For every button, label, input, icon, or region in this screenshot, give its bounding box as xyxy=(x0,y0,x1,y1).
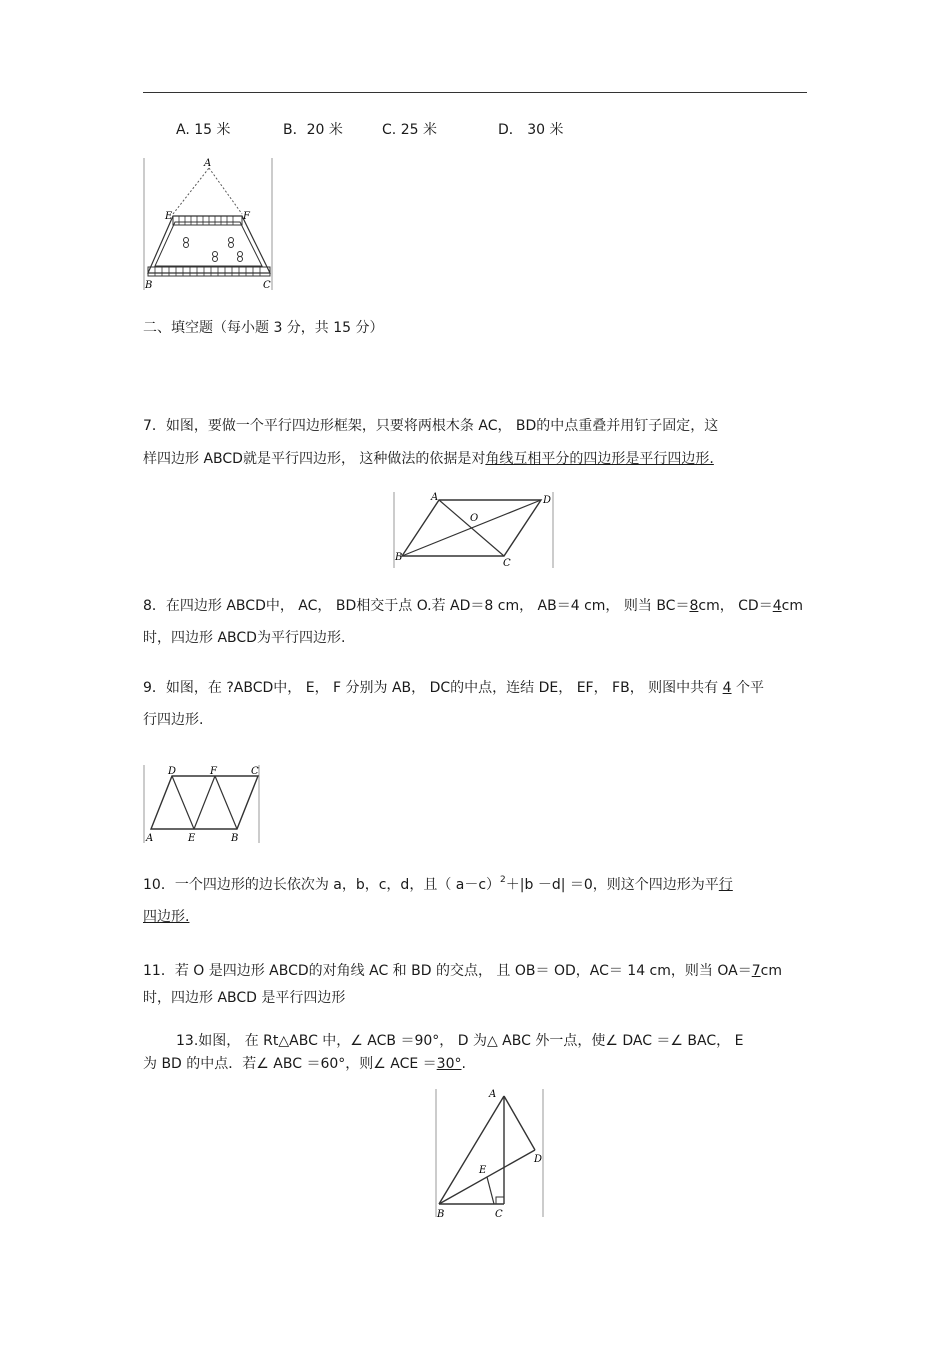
q8-line2: 时，四边形 ABCD为平行四边形. xyxy=(143,630,346,646)
figure-parallelogram-midpoints xyxy=(143,763,263,845)
q13-line1: 13.如图， 在 Rt△ABC 中，∠ ACB ＝90°， D 为△ ABC 外一点，使∠ DAC ＝∠ BAC， E xyxy=(176,1033,744,1049)
label-b: B xyxy=(437,1209,445,1220)
label-b: B xyxy=(231,833,239,844)
label-c: C xyxy=(251,766,259,777)
label-b: B xyxy=(395,552,403,563)
label-f: F xyxy=(243,211,250,222)
q10-line1: 10．一个四边形的边长依次为 a，b，c，d，且（ a－c）$^2$＋|b －d| ＝0，则这个四边形为平行 xyxy=(143,875,733,893)
label-a: A xyxy=(146,833,154,844)
section-heading: 二、填空题（每小题 3 分，共 15 分） xyxy=(143,320,384,336)
q8-answer-bc: 8 xyxy=(689,598,699,614)
label-e: E xyxy=(188,833,196,844)
q8-answer-cd: 4 xyxy=(772,598,782,614)
label-a: A xyxy=(431,492,439,503)
label-c: C xyxy=(495,1209,503,1220)
q9-line2: 行四边形. xyxy=(143,712,204,728)
q13-line2: 为 BD 的中点．若∠ ABC ＝60°，则∠ ACE ＝30°. xyxy=(143,1056,466,1072)
q11-line2: 时，四边形 ABCD 是平行四边形 xyxy=(143,990,346,1006)
q10-line2 xyxy=(143,906,189,926)
q11-answer: 7 xyxy=(751,963,761,979)
label-o: O xyxy=(470,513,479,524)
q9-answer: 4 xyxy=(722,680,732,696)
q13-answer: 30° xyxy=(436,1056,462,1072)
label-d: D xyxy=(543,495,552,506)
option-a: A. 15 米 xyxy=(176,122,231,138)
q11-line1: 11．若 O 是四边形 ABCD的对角线 AC 和 BD 的交点， 且 OB＝ OD，AC＝ 14 cm，则当 OA＝7cm xyxy=(143,963,782,979)
q7-answer: 角线互相平分的四边形是平行四边形. xyxy=(485,451,714,467)
label-c: C xyxy=(503,558,511,569)
option-d: D． 30 米 xyxy=(498,122,564,138)
q9-line1: 9．如图，在 ?ABCD中， E， F 分别为 AB， DC的中点，连结 DE， EF， FB， 则图中共有 4 个平 xyxy=(143,680,764,696)
option-b: B．20 米 xyxy=(283,122,343,138)
option-c: C. 25 米 xyxy=(382,122,437,138)
label-e: E xyxy=(165,211,173,222)
label-e: E xyxy=(479,1165,487,1176)
label-a: A xyxy=(489,1089,497,1100)
label-f: F xyxy=(210,766,217,777)
figure-right-triangle xyxy=(435,1087,547,1221)
figure-parallelogram-diagonals xyxy=(393,490,555,570)
label-b: B xyxy=(145,280,153,291)
label-d: D xyxy=(534,1154,543,1165)
label-a: A xyxy=(204,158,212,169)
label-d: D xyxy=(168,766,177,777)
top-rule xyxy=(143,92,807,93)
q7-line1: 7．如图，要做一个平行四边形框架，只要将两根木条 AC， BD的中点重叠并用钉子固定，这 xyxy=(143,418,719,434)
q10-answer-b: 四边形. xyxy=(143,909,190,925)
q7-line2: 样四边形 ABCD就是平行四边形， 这种做法的依据是对角线互相平分的四边形是平行四边形. xyxy=(143,451,714,467)
q8-line1: 8．在四边形 ABCD中， AC， BD相交于点 O.若 AD＝8 cm， AB＝4 cm， 则当 BC＝8cm， CD＝4cm xyxy=(143,598,803,614)
label-c: C xyxy=(263,280,271,291)
q10-answer-a: 行 xyxy=(718,877,733,893)
figure-trapezoid-fence xyxy=(143,156,275,292)
